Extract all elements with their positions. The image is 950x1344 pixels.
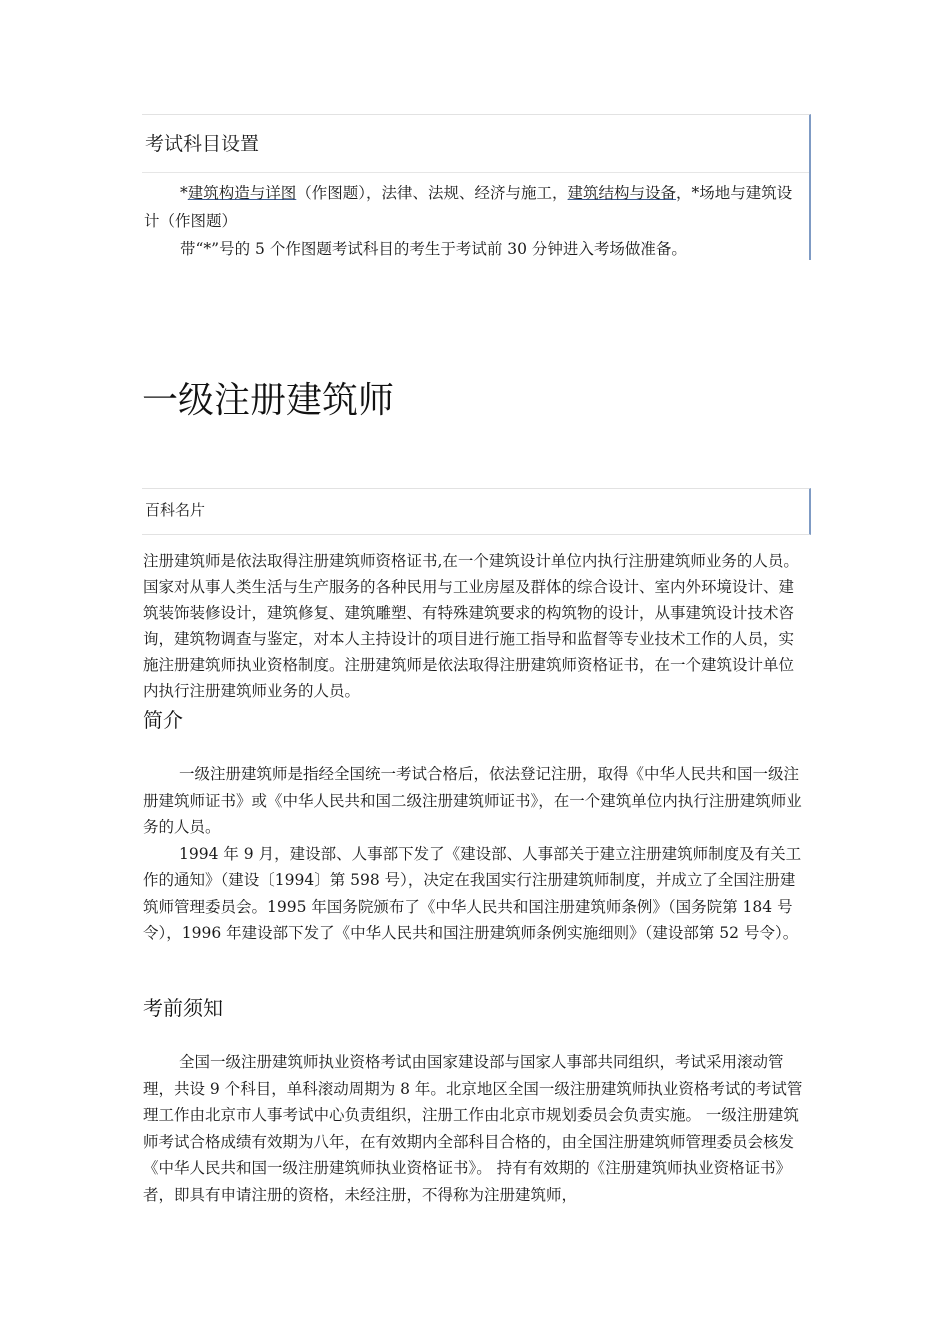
subject-link-structure-equipment[interactable]: 建筑结构与设备 bbox=[567, 184, 677, 202]
notice-heading: 考前须知 bbox=[143, 996, 223, 1020]
page-title: 一级注册建筑师 bbox=[142, 380, 395, 421]
notice-section bbox=[143, 1049, 808, 1208]
intro-section bbox=[143, 761, 808, 947]
subject-text-end: ，*场地与建筑设计（作图题） bbox=[144, 184, 793, 230]
encyclopedia-card-title: 百科名片 bbox=[145, 501, 206, 519]
intro-paragraph-1: 一级注册建筑师是指经全国统一考试合格后，依法登记注册，取得《中华人民共和国一级注册建筑师证书》或《中华人民共和国二级注册建筑师证书》，在一个建筑单位内执行注册建筑师业务的人员。 bbox=[143, 765, 802, 836]
summary-paragraph: 注册建筑师是依法取得注册建筑师资格证书,在一个建筑设计单位内执行注册建筑师业务的人员。国家对从事人类生活与生产服务的各种民用与工业房屋及群体的综合设计、室内外环境设计、建筑装饰装修设计，建筑修复、建筑雕塑、有特殊建筑要求的构筑物的设计，从事建筑设计技术咨询，建筑物调查与鉴定，对本人主持设计的项目进行施工指导和监督等专业技术工作的人员，实施注册建筑师执业资格制度。注册建筑师是依法取得注册建筑师资格证书，在一个建筑设计单位内执行注册建筑师业务的人员。 bbox=[143, 552, 799, 700]
exam-subjects-header bbox=[142, 115, 809, 173]
intro-heading: 简介 bbox=[143, 708, 183, 732]
exam-subjects-body bbox=[142, 173, 809, 263]
subject-text-mid: （作图题），法律、法规、经济与施工， bbox=[296, 184, 568, 202]
summary-section bbox=[143, 548, 808, 704]
exam-subjects-list bbox=[144, 179, 807, 235]
exam-subjects-title: 考试科目设置 bbox=[145, 133, 260, 155]
exam-subjects-box bbox=[142, 114, 811, 260]
exam-subjects-note: 带“*”号的 5 个作图题考试科目的考生于考试前 30 分钟进入考场做准备。 bbox=[180, 240, 687, 258]
intro-paragraph-2: 1994 年 9 月，建设部、人事部下发了《建设部、人事部关于建立注册建筑师制度及有关工作的通知》（建设〔1994〕第 598 号），决定在我国实行注册建筑师制度，并成立了全国注册建筑师管理委员会。1995 年国务院颁布了《中华人民共和国注册建筑师条例》（国务院第 184 号令），1996 年建设部下发了《中华人民共和国注册建筑师条例实施细则》（建设部第 52 号令）。 bbox=[143, 844, 802, 942]
notice-paragraph-1: 全国一级注册建筑师执业资格考试由国家建设部与国家人事部共同组织，考试采用滚动管理，共设 9 个科目，单科滚动周期为 8 年。北京地区全国一级注册建筑师执业资格考试的考试管理工作由北京市人事考试中心负责组织，注册工作由北京市规划委员会负责实施。 一级注册建筑师考试合格成绩有效期为八年，在有效期内全部科目合格的，由全国注册建筑师管理委员会核发《中华人民共和国一级注册建筑师执业资格证书》。 持有有效期的《注册建筑师执业资格证书》者，即具有申请注册的资格，未经注册，不得称为注册建筑师， bbox=[143, 1053, 803, 1204]
subject-prefix: * bbox=[180, 184, 188, 202]
subject-link-construction-details[interactable]: 建筑构造与详图 bbox=[187, 184, 297, 202]
encyclopedia-card-box bbox=[142, 488, 811, 535]
